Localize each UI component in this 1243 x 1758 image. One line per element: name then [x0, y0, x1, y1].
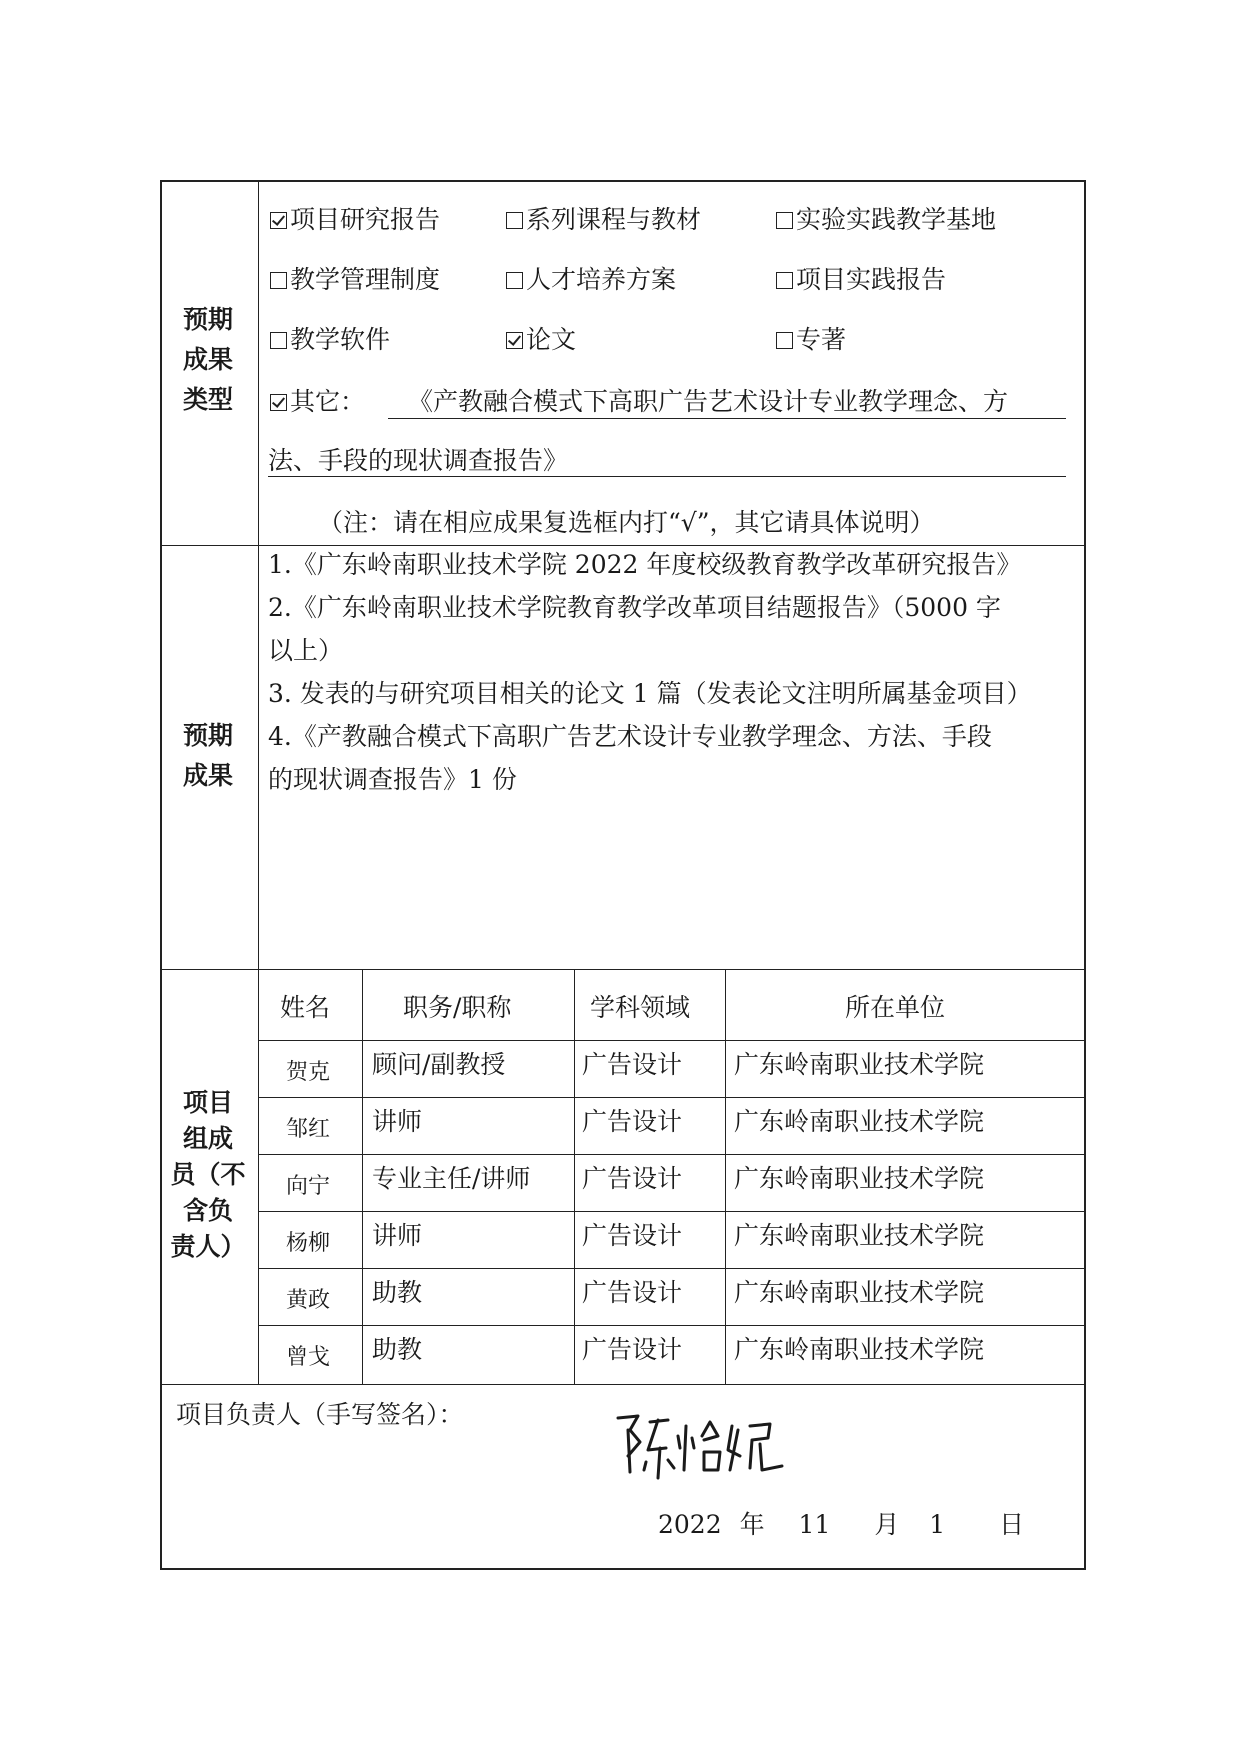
member-name: 向宁 — [286, 1174, 331, 1199]
table-row-line — [258, 1097, 1084, 1098]
signature-label: 项目负责人（手写签名）： — [176, 1400, 464, 1429]
member-title: 讲师 — [372, 1107, 423, 1136]
section1-label: 预期 成果 类型 — [182, 305, 233, 414]
checkbox-icon[interactable] — [270, 332, 287, 349]
member-name: 邹红 — [286, 1117, 331, 1142]
outcome-line-6: 的现状调查报告》1 份 — [268, 765, 517, 794]
table-row-line — [258, 1211, 1084, 1212]
member-unit: 广东岭南职业技术学院 — [734, 1107, 985, 1136]
checkbox-icon[interactable] — [776, 212, 793, 229]
header-title: 职务/职称 — [403, 993, 512, 1022]
table-col-line — [574, 969, 575, 1384]
member-name: 曾戈 — [286, 1345, 331, 1370]
member-title: 助教 — [372, 1335, 423, 1364]
member-unit: 广东岭南职业技术学院 — [734, 1221, 985, 1250]
checkbox-icon[interactable] — [776, 332, 793, 349]
member-field: 广告设计 — [582, 1278, 683, 1307]
checkbox-icon[interactable] — [776, 272, 793, 289]
divider-section2 — [162, 969, 1084, 970]
member-unit: 广东岭南职业技术学院 — [734, 1164, 985, 1193]
member-title: 讲师 — [372, 1221, 423, 1250]
sign-date: 2022 年 11 月 1 日 — [658, 1510, 1025, 1539]
header-name: 姓名 — [280, 993, 331, 1022]
checkbox-checked-icon[interactable] — [270, 394, 287, 411]
member-field: 广告设计 — [582, 1335, 683, 1364]
table-row-line — [258, 1325, 1084, 1326]
checkbox-icon[interactable] — [506, 212, 523, 229]
option-paper[interactable]: 论文 — [506, 325, 576, 355]
member-name: 杨柳 — [286, 1231, 331, 1256]
table-row-line — [258, 1268, 1084, 1269]
member-unit: 广东岭南职业技术学院 — [734, 1278, 985, 1307]
member-field: 广告设计 — [582, 1107, 683, 1136]
option-course-materials[interactable]: 系列课程与教材 — [506, 205, 701, 235]
outcome-line-3: 以上） — [268, 636, 344, 665]
other-description-line1: 《产教融合模式下高职广告艺术设计专业教学理念、方 — [408, 387, 1009, 416]
section3-label: 项目 组成 员（不 含负 责人） — [170, 1088, 246, 1261]
member-field: 广告设计 — [582, 1221, 683, 1250]
option-other[interactable]: 其它： — [270, 387, 365, 417]
member-title: 专业主任/讲师 — [372, 1164, 531, 1193]
checkbox-checked-icon[interactable] — [506, 332, 523, 349]
header-unit: 所在单位 — [845, 993, 946, 1022]
table-row-line — [258, 1040, 1084, 1041]
table-col-line — [362, 969, 363, 1384]
outcome-line-1: 1.《广东岭南职业技术学院 2022 年度校级教育教学改革研究报告》 — [268, 550, 1022, 579]
option-practice-base[interactable]: 实验实践教学基地 — [776, 205, 996, 235]
section2-label: 预期 成果 — [182, 721, 233, 790]
other-underline2 — [268, 476, 1066, 477]
handwritten-signature — [600, 1400, 800, 1490]
other-underline1 — [388, 418, 1066, 419]
option-monograph[interactable]: 专著 — [776, 325, 846, 355]
option-practice-report[interactable]: 项目实践报告 — [776, 265, 946, 295]
member-field: 广告设计 — [582, 1164, 683, 1193]
divider-section3 — [162, 1384, 1084, 1385]
member-title: 顾问/副教授 — [372, 1050, 506, 1079]
header-field: 学科领域 — [590, 993, 691, 1022]
member-title: 助教 — [372, 1278, 423, 1307]
checkbox-icon[interactable] — [270, 272, 287, 289]
checkbox-icon[interactable] — [506, 272, 523, 289]
member-name: 黄政 — [286, 1288, 331, 1313]
outcome-line-5: 4.《产教融合模式下高职广告艺术设计专业教学理念、方法、手段 — [268, 722, 992, 751]
other-description-line2: 法、手段的现状调查报告》 — [268, 446, 569, 475]
option-talent-plan[interactable]: 人才培养方案 — [506, 265, 676, 295]
checkbox-checked-icon[interactable] — [270, 212, 287, 229]
table-col-line — [725, 969, 726, 1384]
member-field: 广告设计 — [582, 1050, 683, 1079]
table-row-line — [258, 1154, 1084, 1155]
outcome-line-4: 3. 发表的与研究项目相关的论文 1 篇（发表论文注明所属基金项目） — [268, 679, 1032, 708]
divider-section1 — [162, 545, 1084, 546]
member-name: 贺克 — [286, 1060, 331, 1085]
option-project-research-report[interactable]: 项目研究报告 — [270, 205, 440, 235]
member-unit: 广东岭南职业技术学院 — [734, 1050, 985, 1079]
member-unit: 广东岭南职业技术学院 — [734, 1335, 985, 1364]
note-text: （注：请在相应成果复选框内打“√”，其它请具体说明） — [318, 508, 935, 537]
label-column-divider — [258, 182, 259, 1384]
outcome-line-2: 2.《广东岭南职业技术学院教育教学改革项目结题报告》（5000 字 — [268, 593, 1001, 622]
option-teaching-management[interactable]: 教学管理制度 — [270, 265, 440, 295]
option-teaching-software[interactable]: 教学软件 — [270, 325, 390, 355]
